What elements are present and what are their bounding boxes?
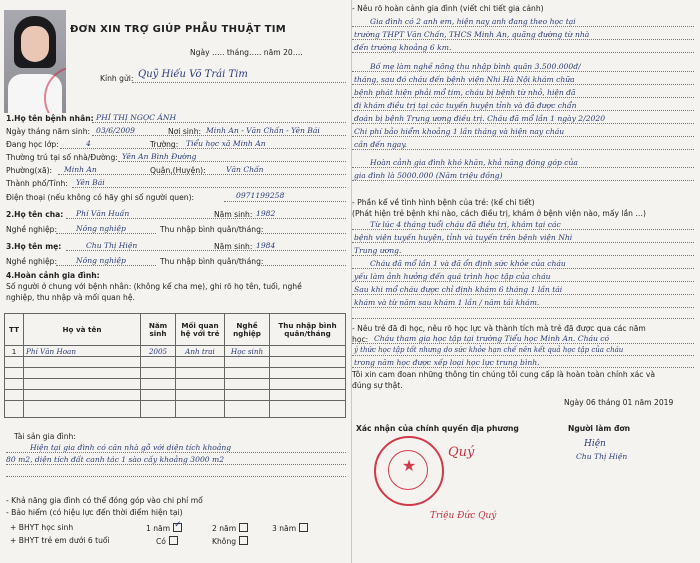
- table-row: 1 Phí Văn Hoan 2005 Anh trai Học sinh: [5, 346, 346, 357]
- reason-line-1: Gia đình có 2 anh em, hiện nay anh đang theo học tại: [370, 17, 576, 26]
- mother-job: Nông nghiệp: [76, 256, 126, 265]
- father-year-label: Năm sinh:: [214, 210, 253, 219]
- ward-value: Minh An: [64, 165, 97, 174]
- table-row: [5, 357, 346, 368]
- official-seal: ★: [374, 436, 444, 506]
- right-column: [352, 0, 698, 563]
- table-row: [5, 379, 346, 390]
- recipient-label: Kính gửi:: [100, 74, 134, 83]
- birthplace-label: Nơi sinh:: [168, 127, 202, 136]
- bhyt-u6-no-checkbox[interactable]: [239, 536, 248, 545]
- school-value: Tiểu học xã Minh An: [186, 139, 266, 148]
- reason-line-12: gia đình là 5000.000 (Năm triệu đồng): [354, 171, 503, 180]
- address-label: Thường trú tại số nhà/Đường:: [6, 153, 118, 162]
- dob-value: 03/6/2009: [96, 126, 135, 135]
- opt-yes-label: Có: [156, 537, 166, 546]
- sign-date: Ngày 06 tháng 01 năm 2019: [564, 398, 674, 407]
- dob-label: Ngày tháng năm sinh:: [6, 127, 91, 136]
- study-label: - Nêu trẻ đã đi học, nêu rõ học lực và thành tích mà trẻ đã được qua các năm: [352, 324, 646, 333]
- illness-line-7: khám và từ năm sau khám 1 lần / năm tái khám.: [354, 298, 540, 307]
- city-label: Thành phố/Tỉnh:: [6, 179, 68, 188]
- family-desc-2: nghiệp, thu nhập và mối quan hệ.: [6, 293, 135, 302]
- address-value: Yên An Bình Đường: [122, 152, 197, 161]
- insurance-label: - Bảo hiểm (có hiệu lực đến thời điểm hiện tại): [6, 508, 183, 517]
- study-label-2: học:: [352, 335, 369, 344]
- official-name: Triệu Đức Quý: [430, 511, 497, 521]
- official-signature: Quý: [448, 445, 475, 460]
- bhyt-3yr-checkbox[interactable]: [299, 523, 308, 532]
- opt-2yr-label: 2 năm: [212, 524, 237, 533]
- father-job: Nông nghiệp: [76, 224, 126, 233]
- col-relation: Mối quan hệ với trẻ: [176, 314, 225, 346]
- reason-line-6: bệnh phát hiện phải mổ tim, cháu bị bệnh từ nhỏ, hiện đã: [354, 88, 576, 97]
- pay-label: - Khả năng gia đình có thể đóng góp vào chi phí mổ: [6, 496, 203, 505]
- bhyt-student-label: + BHYT học sinh: [10, 523, 74, 532]
- mother-year: 1984: [256, 241, 276, 250]
- father-year: 1982: [256, 209, 276, 218]
- table-row: [5, 390, 346, 401]
- reason-line-7: đi khám điều trị tại các tuyến huyện tỉnh và đã được chẩn: [354, 101, 577, 110]
- reason-line-8: đoán bị bệnh Trung ương điều trị. Cháu đã mổ lần 1 ngày 2/2020: [354, 114, 606, 123]
- father-label: 2.Họ tên cha:: [6, 210, 64, 219]
- illness-line-2: bệnh viện tuyến huyện, tỉnh và tuyến trên bệnh viện Nhi: [354, 233, 573, 242]
- grade-value: 4: [86, 139, 91, 148]
- illness-line-6: Sau khi mổ cháu được chỉ định khám 6 tháng 1 lần tái: [354, 285, 563, 294]
- mother-income-label: Thu nhập bình quân/tháng:: [160, 257, 264, 266]
- school-label: Trường:: [150, 140, 179, 149]
- table-row: [5, 368, 346, 379]
- col-year: Năm sinh: [141, 314, 176, 346]
- reason-line-5: tháng, sau đó cháu đến bệnh viện Nhi Hà Nội khám chữa: [354, 75, 575, 84]
- opt-1yr-label: 1 năm: [146, 524, 171, 533]
- commitment-line-1: Tôi xin cam đoan những thông tin chúng tôi cung cấp là hoàn toàn chính xác và: [352, 370, 656, 379]
- father-income-label: Thu nhập bình quân/tháng:: [160, 225, 264, 234]
- reason-line-11: Hoàn cảnh gia đình khó khăn, khả năng đóng góp của: [370, 158, 578, 167]
- phone-value: 0971199258: [236, 191, 285, 200]
- assets-label: Tài sản gia đình:: [14, 432, 76, 441]
- applicant-signature: Hiện: [584, 439, 606, 449]
- family-desc-1: Số người ở chung với bệnh nhân: (không kể cha mẹ), ghi rõ họ tên, tuổi, nghề: [6, 282, 302, 291]
- reason-line-10: cần đến ngay.: [354, 140, 408, 149]
- father-job-label: Nghề nghiệp:: [6, 225, 58, 234]
- table-row: [5, 401, 346, 418]
- district-label: Quận,(Huyện):: [150, 166, 206, 175]
- assets-line-1: Hiện tại gia đình có căn nhà gỗ với diện tích khoảng: [30, 443, 232, 452]
- illness-line-3: Trung ương.: [354, 246, 402, 255]
- col-name: Họ và tên: [24, 314, 141, 346]
- applicant-name: Chu Thị Hiện: [576, 452, 628, 461]
- reason-line-2: trường THPT Văn Chấn, THCS Minh An, quãng đường từ nhà: [354, 30, 590, 39]
- birthplace-value: Minh An - Văn Chấn - Yên Bái: [206, 126, 320, 135]
- opt-3yr-label: 3 năm: [272, 524, 297, 533]
- bhyt-1yr-checkbox[interactable]: ✓: [174, 520, 182, 530]
- opt-no-label: Không: [212, 537, 237, 546]
- phone-label: Điện thoại (nếu không có hãy ghi số người quen):: [6, 193, 195, 202]
- reason-line-4: Bố mẹ làm nghề nông thu nhập bình quân 3.500.000đ/: [370, 62, 581, 71]
- local-authority-label: Xác nhận của chính quyền địa phương: [356, 424, 519, 433]
- mother-job-label: Nghề nghiệp:: [6, 257, 58, 266]
- mother-year-label: Năm sinh:: [214, 242, 253, 251]
- illness-line-5: yếu làm ảnh hưởng đến quá trình học tập của cháu: [354, 272, 551, 281]
- date-line: Ngày ….. tháng….. năm 20….: [190, 48, 303, 57]
- mother-label: 3.Họ tên mẹ:: [6, 242, 62, 251]
- bhyt-u6-label: + BHYT trẻ em dưới 6 tuổi: [10, 536, 110, 545]
- patient-name-label: 1.Họ tên bệnh nhân:: [6, 114, 94, 123]
- applicant-label: Người làm đơn: [568, 424, 631, 433]
- father-value: Phí Văn Huấn: [76, 209, 130, 218]
- commitment-line-2: đúng sự thật.: [352, 381, 403, 390]
- family-table: [4, 313, 346, 418]
- bhyt-2yr-checkbox[interactable]: [239, 523, 248, 532]
- city-value: Yên Bái: [76, 178, 105, 187]
- family-section-label: 4.Hoàn cảnh gia đình:: [6, 271, 100, 280]
- grade-label: Đang học lớp:: [6, 140, 59, 149]
- reason-line-3: đến trường khoảng 6 km.: [354, 43, 452, 52]
- illness-line-4: Cháu đã mổ lần 1 và đã ổn định sức khỏe của cháu: [370, 259, 566, 268]
- illness-line-1: Từ lúc 4 tháng tuổi cháu đã điều trị, khám tại các: [370, 220, 561, 229]
- patient-photo: [4, 10, 66, 113]
- col-income: Thu nhập bình quân/tháng: [270, 314, 346, 346]
- illness-desc: (Phát hiện trẻ bệnh khi nào, cách điều trị, khám ở bệnh viện nào, mấy lần …): [352, 209, 646, 218]
- ward-label: Phường(xã):: [6, 166, 53, 175]
- bhyt-u6-yes-checkbox[interactable]: [169, 536, 178, 545]
- reason-label: - Nêu rõ hoàn cảnh gia đình (viết chi tiết gia cảnh): [352, 4, 544, 13]
- study-line-3: trong năm học được xếp loại học lực trung bình.: [354, 358, 540, 367]
- assets-line-2: 80 m2, diện tích đất canh tác 1 sào cấy khoảng 3000 m2: [6, 455, 225, 464]
- col-tt: TT: [5, 314, 24, 346]
- col-job: Nghề nghiệp: [225, 314, 270, 346]
- patient-name-value: PHÍ THỊ NGỌC ÁNH: [96, 113, 177, 122]
- reason-line-9: Chi phí bảo hiểm khoảng 1 lần tháng và hiện nay cháu: [354, 127, 565, 136]
- study-line-2: ý thức học tập tốt nhưng do sức khỏe hạn chế nên kết quả học tập của cháu: [354, 346, 624, 354]
- study-line-1: Cháu tham gia học tập tại trường Tiểu học Minh An. Cháu có: [374, 334, 610, 343]
- form-title: ĐƠN XIN TRỢ GIÚP PHẪU THUẬT TIM: [70, 24, 287, 35]
- recipient-value: Quỹ Hiếu Võ Trái Tim: [138, 69, 248, 80]
- illness-label: - Phần kể về tình hình bệnh của trẻ: (kể chi tiết): [352, 198, 535, 207]
- mother-value: Chu Thị Hiện: [86, 241, 138, 250]
- district-value: Văn Chấn: [226, 165, 264, 174]
